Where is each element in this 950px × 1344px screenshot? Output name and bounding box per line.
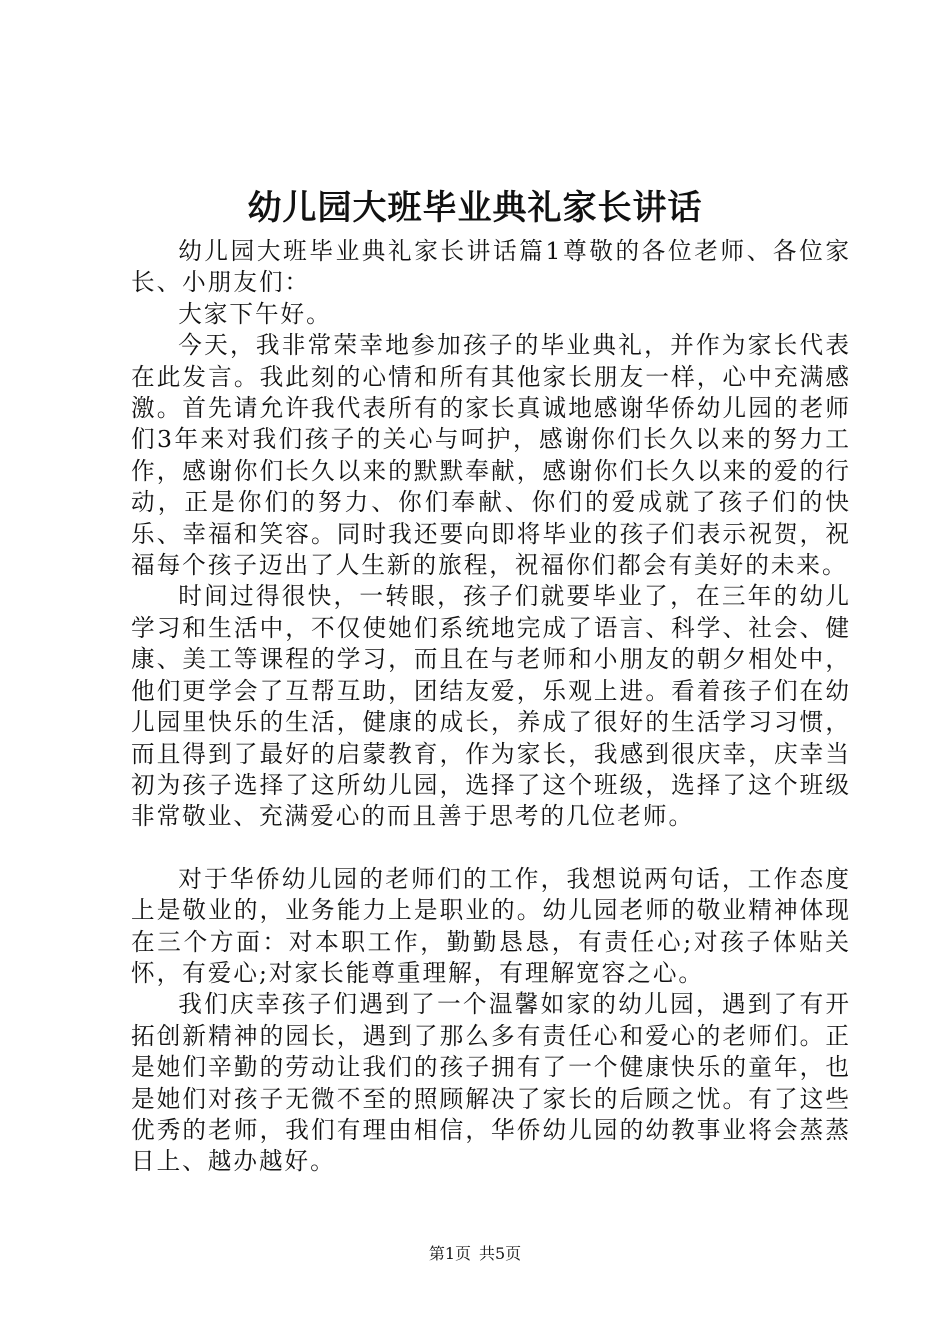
page-total: 共5页 <box>479 1244 522 1263</box>
page-number: 第1页 <box>428 1244 471 1263</box>
document-body <box>131 236 851 1178</box>
paragraph-salutation: 大家下午好。 <box>178 299 332 328</box>
paragraph-greeting: 幼儿园大班毕业典礼家长讲话篇1尊敬的各位老师、各位家长、小朋友们： <box>131 237 851 297</box>
page-footer <box>0 1243 950 1265</box>
document-title: 幼儿园大班毕业典礼家长讲话 <box>247 188 703 228</box>
paragraph-gratitude: 我们庆幸孩子们遇到了一个温馨如家的幼儿园，遇到了有开拓创新精神的园长，遇到了那么多有责任心和爱心的老师们。正是她们辛勤的劳动让我们的孩子拥有了一个健康快乐的童年，也是她们对孩子无微不至的照顾解决了家长的后顾之忧。有了这些优秀的老师，我们有理由相信，华侨幼儿园的幼教事业将会蒸蒸日上、越办越好。 <box>131 990 851 1176</box>
paragraph-opening: 今天，我非常荣幸地参加孩子的毕业典礼，并作为家长代表在此发言。我此刻的心情和所有其他家长朋友一样，心中充满感激。首先请允许我代表所有的家长真诚地感谢华侨幼儿园的老师们3年来对我们孩子的关心与呵护，感谢你们长久以来的努力工作，感谢你们长久以来的默默奉献，感谢你们长久以来的爱的行动，正是你们的努力、你们奉献、你们的爱成就了孩子们的快乐、幸福和笑容。同时我还要向即将毕业的孩子们表示祝贺，祝福每个孩子迈出了人生新的旅程，祝福你们都会有美好的未来。 <box>131 331 851 580</box>
paragraph-growth: 时间过得很快，一转眼，孩子们就要毕业了，在三年的幼儿学习和生活中，不仅使她们系统地完成了语言、科学、社会、健康、美工等课程的学习，而且在与老师和小朋友的朝夕相处中，他们更学会了互帮互助，团结友爱，乐观上进。看着孩子们在幼儿园里快乐的生活，健康的成长，养成了很好的生活学习习惯，而且得到了最好的启蒙教育，作为家长，我感到很庆幸，庆幸当初为孩子选择了这所幼儿园，选择了这个班级，选择了这个班级非常敬业、充满爱心的而且善于思考的几位老师。 <box>131 582 851 831</box>
paragraph-teachers: 对于华侨幼儿园的老师们的工作，我想说两句话，工作态度上是敬业的，业务能力上是职业的。幼儿园老师的敬业精神体现在三个方面：对本职工作，勤勤恳恳，有责任心;对孩子体贴关怀，有爱心;对家长能尊重理解，有理解宽容之心。 <box>131 864 851 987</box>
